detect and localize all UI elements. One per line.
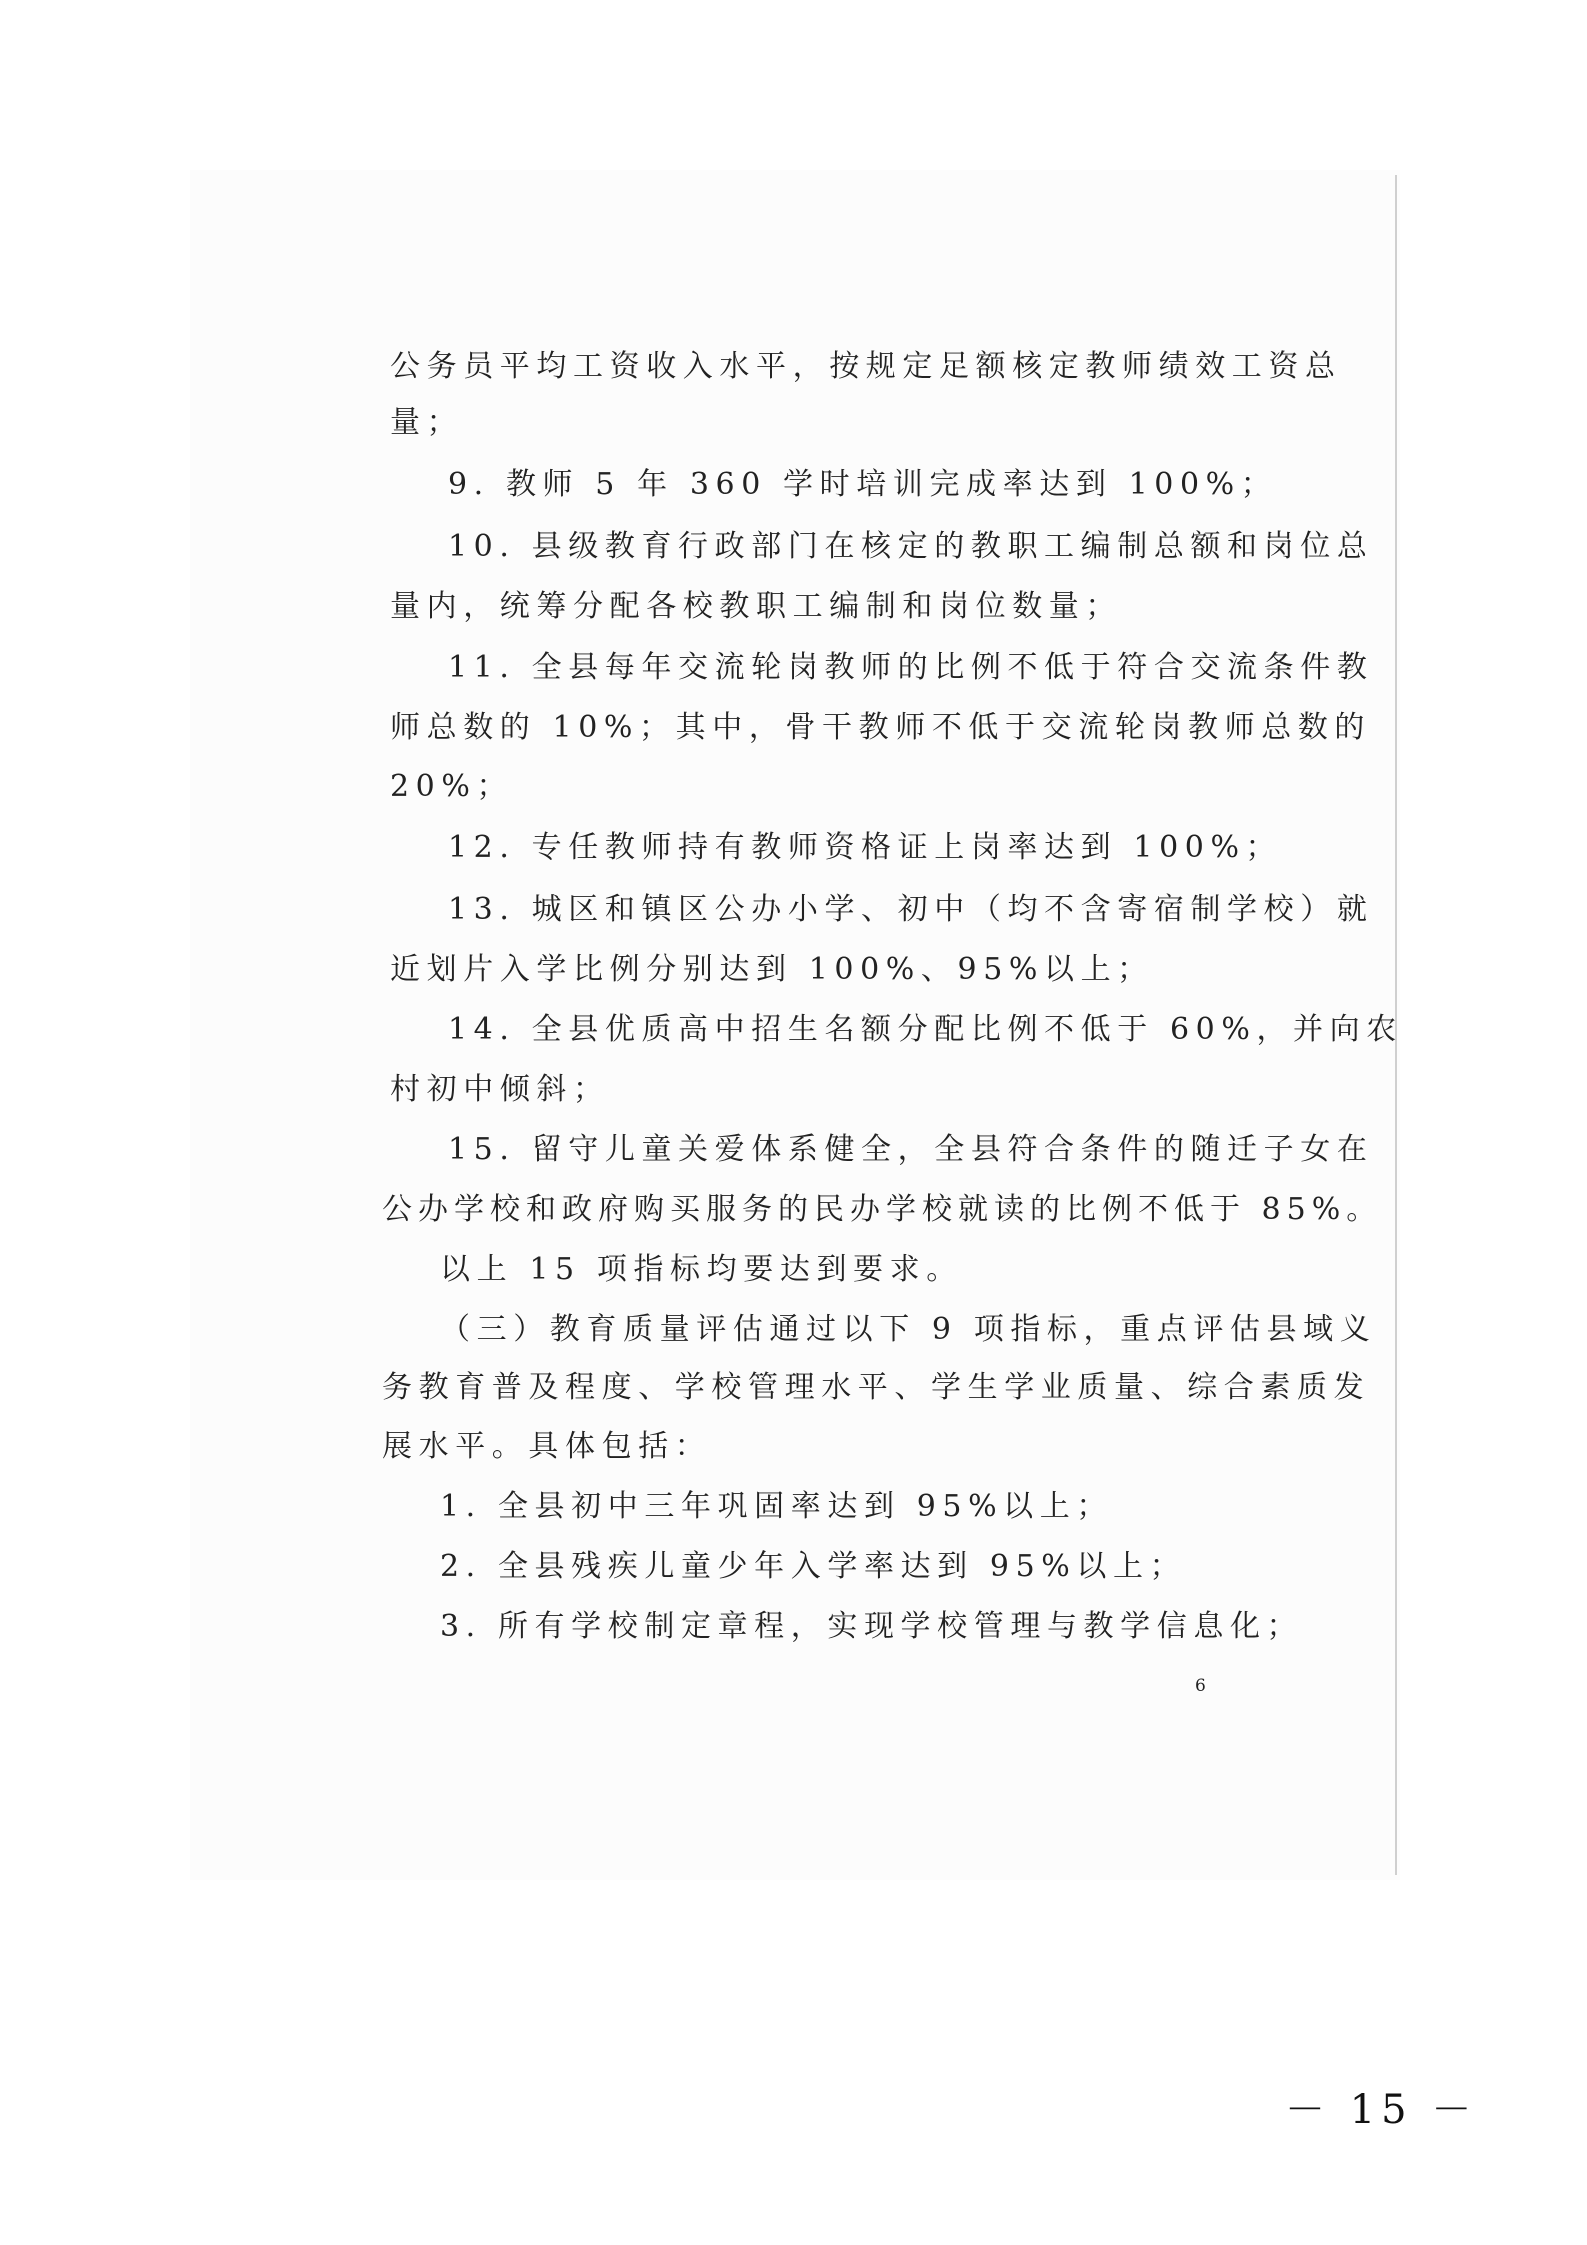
text-line: 公办学校和政府购买服务的民办学校就读的比例不低于 85%。 [382,1192,1383,1227]
text-line: 以上 15 项指标均要达到要求。 [440,1252,963,1287]
text-line: 10. 县级教育行政部门在核定的教职工编制总额和岗位总 [448,529,1374,564]
text-line: 量； [390,405,464,440]
text-line: 务教育普及程度、学校管理水平、学生学业质量、综合素质发 [382,1370,1371,1405]
text-line: 14. 全县优质高中招生名额分配比例不低于 60%，并向农 [448,1012,1403,1047]
text-line: 20%； [390,769,514,804]
text-line: 3. 所有学校制定章程，实现学校管理与教学信息化； [440,1609,1304,1644]
text-line: 1. 全县初中三年巩固率达到 95%以上； [440,1489,1113,1524]
text-line: 公务员平均工资收入水平，按规定足额核定教师绩效工资总 [390,349,1342,384]
text-line: 展水平。具体包括： [382,1429,712,1464]
text-line: 村初中倾斜； [390,1072,610,1107]
page-number: － 15 － [1285,2087,1478,2133]
text-line: 2. 全县残疾儿童少年入学率达到 95%以上； [440,1549,1187,1584]
text-line: 15. 留守儿童关爱体系健全，全县符合条件的随迁子女在 [448,1132,1374,1167]
text-line: （三）教育质量评估通过以下 9 项指标，重点评估县域义 [440,1312,1377,1347]
text-line: 13. 城区和镇区公办小学、初中（均不含寄宿制学校）就 [448,892,1374,927]
text-line: 11. 全县每年交流轮岗教师的比例不低于符合交流条件教 [448,650,1374,685]
text-line: 量内，统筹分配各校教职工编制和岗位数量； [390,589,1122,624]
inner-page-number: 6 [1195,1676,1206,1696]
text-line: 9. 教师 5 年 360 学时培训完成率达到 100%； [448,467,1278,502]
text-line: 12. 专任教师持有教师资格证上岗率达到 100%； [448,830,1283,865]
text-line: 近划片入学比例分别达到 100%、95%以上； [390,952,1154,987]
text-line: 师总数的 10%；其中，骨干教师不低于交流轮岗教师总数的 [390,710,1372,745]
